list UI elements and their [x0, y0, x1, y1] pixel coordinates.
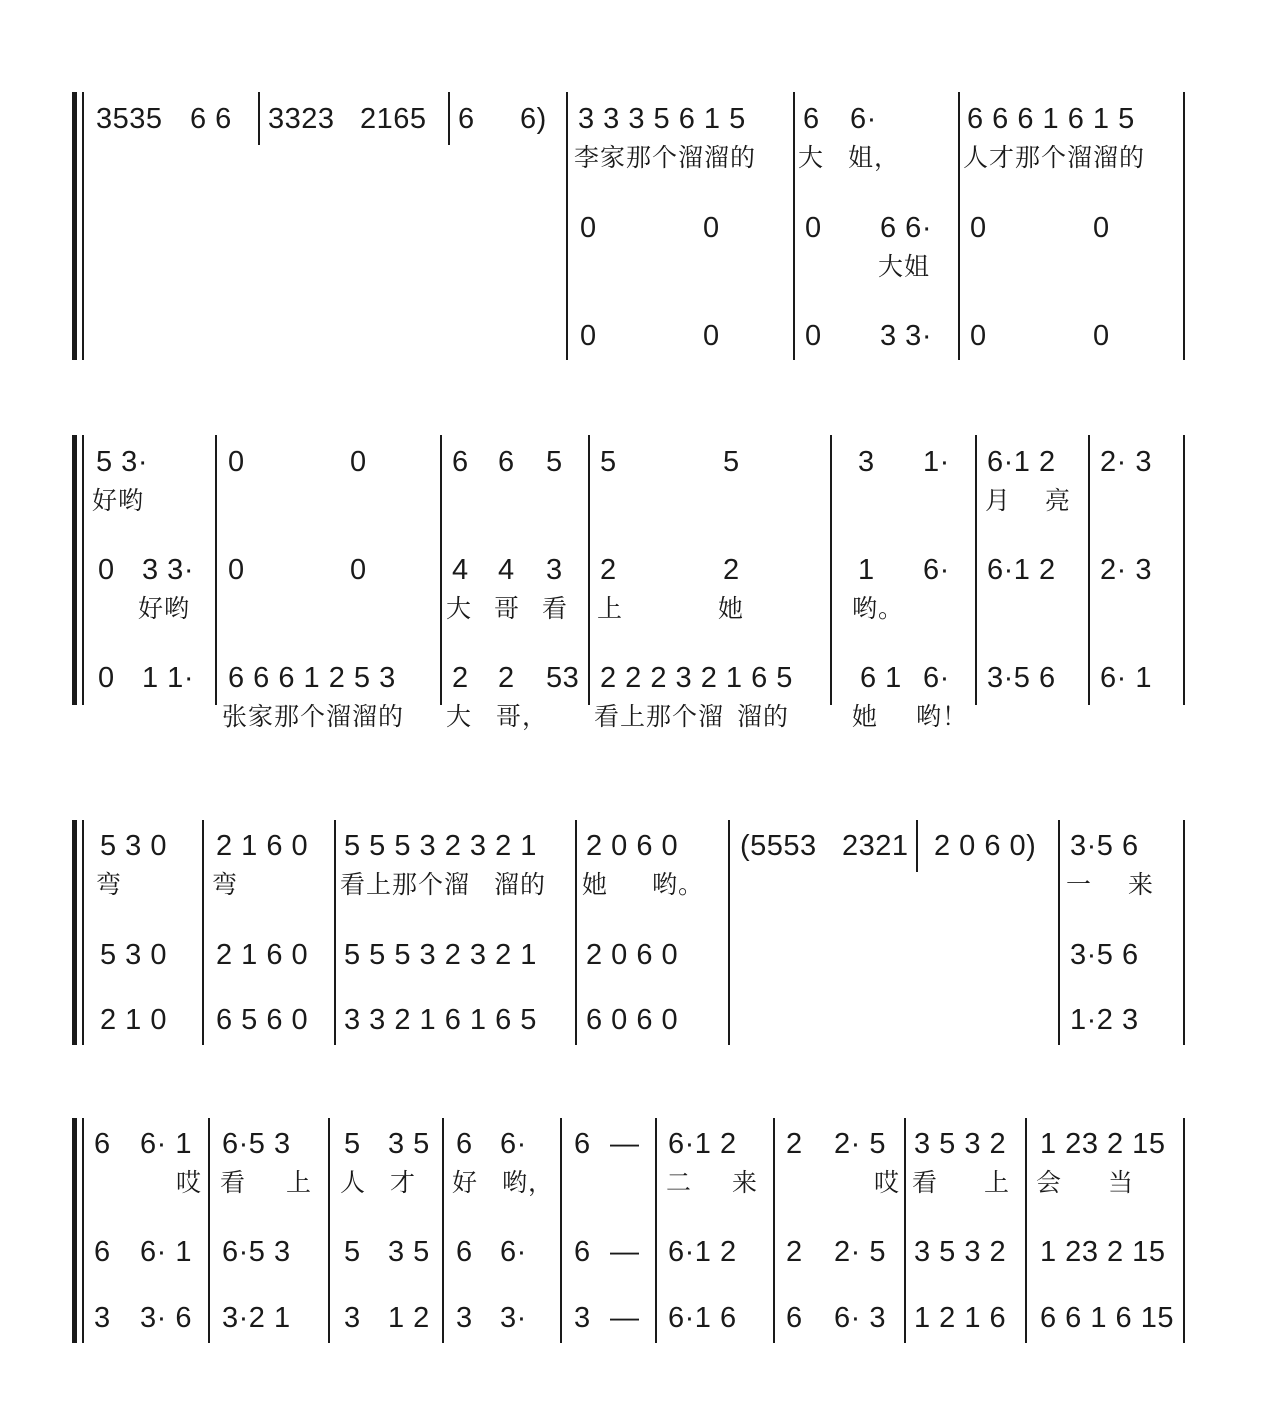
system-barline-start	[82, 92, 84, 360]
note-group: 3·2 1	[222, 1302, 291, 1334]
note-group: 6 6 6 1 6 1 5	[967, 103, 1135, 135]
system-barline-start	[82, 435, 84, 705]
note-group: 1·	[923, 446, 950, 478]
lyric: 大	[446, 702, 473, 731]
note-group: 0	[970, 320, 987, 352]
note-group: 3·5 6	[1070, 830, 1139, 862]
note-group: 4	[498, 554, 515, 586]
note-group: 2· 3	[1100, 554, 1152, 586]
barline	[334, 820, 336, 1045]
note-group: 3 3·	[880, 320, 932, 352]
note-group: 2· 5	[834, 1236, 886, 1268]
note-group: 3	[344, 1302, 361, 1334]
note-group: 6	[94, 1236, 111, 1268]
lyric: 人才那个溜溜的	[963, 143, 1146, 172]
note-group: 3323	[268, 103, 335, 135]
note-group: 0	[98, 662, 115, 694]
lyric: 才	[390, 1168, 417, 1197]
lyric: 哟。	[852, 594, 905, 623]
lyric: 看	[220, 1168, 247, 1197]
barline	[258, 92, 260, 145]
barline	[448, 92, 450, 145]
lyric: 一	[1066, 870, 1093, 899]
system-barline-start	[82, 820, 84, 1045]
barline	[202, 820, 204, 1045]
note-group: 6·1 2	[987, 554, 1056, 586]
lyric: 大	[446, 594, 473, 623]
barline	[830, 435, 832, 705]
note-group: 5	[344, 1236, 361, 1268]
note-group: 6	[456, 1128, 473, 1160]
lyric: 姐，	[848, 143, 901, 172]
note-group: 0	[805, 212, 822, 244]
barline	[566, 92, 568, 360]
note-group: 0	[228, 446, 245, 478]
note-group: 3 5	[388, 1128, 430, 1160]
note-group: 3 5 3 2	[914, 1128, 1007, 1160]
note-group: 2 1 6 0	[216, 939, 309, 971]
lyric: 她	[718, 594, 745, 623]
system-bracket	[72, 820, 77, 1045]
lyric: 来	[732, 1168, 759, 1197]
note-group: 1·2 3	[1070, 1004, 1139, 1036]
note-group: 3·	[500, 1302, 527, 1334]
barline	[588, 435, 590, 705]
system-bracket	[72, 92, 77, 360]
lyric: 哟。	[652, 870, 705, 899]
note-group: 6	[574, 1128, 591, 1160]
note-group: 5 3 0	[100, 830, 167, 862]
lyric: 哟，	[502, 1168, 555, 1197]
note-group: 2 0 6 0	[586, 830, 679, 862]
lyric: 亮	[1045, 486, 1072, 515]
lyric: 好	[452, 1168, 479, 1197]
barline	[208, 1118, 210, 1343]
note-group: 53	[546, 662, 580, 694]
note-group: 2	[723, 554, 740, 586]
note-group: 6	[458, 103, 475, 135]
barline	[442, 1118, 444, 1343]
system-barline-start	[82, 1118, 84, 1343]
note-group: 2 2 2 3 2 1 6 5	[600, 662, 793, 694]
note-group: 6	[786, 1302, 803, 1334]
system-bracket	[72, 1118, 77, 1343]
note-group: 6·1 2	[668, 1236, 737, 1268]
note-group: 3 3 3 5 6 1 5	[578, 103, 746, 135]
note-group: —	[610, 1302, 640, 1334]
note-group: 2 0 6 0)	[934, 830, 1037, 862]
barline	[975, 435, 977, 705]
lyric: 看上那个溜	[594, 702, 725, 731]
barline	[1183, 92, 1185, 360]
note-group: 6· 3	[834, 1302, 886, 1334]
lyric: 好哟	[92, 486, 145, 515]
barline	[773, 1118, 775, 1343]
note-group: 3	[546, 554, 563, 586]
lyric: 哟！	[916, 702, 969, 731]
note-group: 3 5 3 2	[914, 1236, 1007, 1268]
note-group: 6·1 2	[668, 1128, 737, 1160]
note-group: 2 1 6 0	[216, 830, 309, 862]
lyric: 她	[582, 870, 609, 899]
barline	[215, 435, 217, 705]
note-group: 5	[723, 446, 740, 478]
note-group: 0	[580, 320, 597, 352]
barline	[1088, 435, 1090, 705]
barline	[655, 1118, 657, 1343]
note-group: 6	[94, 1128, 111, 1160]
note-group: 2 1 0	[100, 1004, 167, 1036]
barline	[793, 92, 795, 360]
lyric: 上	[984, 1168, 1011, 1197]
note-group: 2165	[360, 103, 427, 135]
lyric: 李家那个溜溜的	[574, 143, 757, 172]
note-group: 2	[452, 662, 469, 694]
lyric: 人	[340, 1168, 367, 1197]
note-group: 6·5 3	[222, 1128, 291, 1160]
system-bracket	[72, 435, 77, 705]
note-group: 6 6·	[880, 212, 932, 244]
lyric: 二	[666, 1168, 693, 1197]
barline	[560, 1118, 562, 1343]
note-group: 3·5 6	[987, 662, 1056, 694]
note-group: 6 6 6 1 2 5 3	[228, 662, 396, 694]
note-group: 6·	[850, 103, 877, 135]
note-group: 6 5 6 0	[216, 1004, 309, 1036]
lyric: 大	[798, 143, 825, 172]
note-group: 6 6 1 6 15	[1040, 1302, 1174, 1334]
note-group: 6· 1	[1100, 662, 1152, 694]
note-group: 0	[1093, 212, 1110, 244]
note-group: 2	[498, 662, 515, 694]
note-group: 5 3 0	[100, 939, 167, 971]
lyric: 看上那个溜	[340, 870, 471, 899]
note-group: 3 5	[388, 1236, 430, 1268]
note-group: 3535	[96, 103, 163, 135]
note-group: 3	[456, 1302, 473, 1334]
note-group: 1 1·	[142, 662, 194, 694]
note-group: 1	[858, 554, 875, 586]
barline	[916, 820, 918, 872]
barline	[328, 1118, 330, 1343]
note-group: 6	[456, 1236, 473, 1268]
note-group: (5553	[740, 830, 817, 862]
note-group: 6·	[923, 554, 950, 586]
note-group: 0	[970, 212, 987, 244]
note-group: 0	[580, 212, 597, 244]
note-group: 1 23 2 15	[1040, 1128, 1166, 1160]
note-group: 6· 1	[140, 1236, 192, 1268]
barline	[904, 1118, 906, 1343]
note-group: 4	[452, 554, 469, 586]
note-group: 6·	[500, 1236, 527, 1268]
lyric: 哎	[874, 1168, 901, 1197]
barline	[1183, 820, 1185, 1045]
note-group: —	[610, 1128, 640, 1160]
lyric: 溜的	[737, 702, 790, 731]
note-group: 6	[498, 446, 515, 478]
note-group: 3 3 2 1 6 1 6 5	[344, 1004, 537, 1036]
note-group: 3	[858, 446, 875, 478]
note-group: 0	[703, 320, 720, 352]
note-group: 3· 6	[140, 1302, 192, 1334]
note-group: 3·5 6	[1070, 939, 1139, 971]
note-group: 5	[546, 446, 563, 478]
note-group: 0	[1093, 320, 1110, 352]
barline	[440, 435, 442, 705]
lyric: 她	[852, 702, 879, 731]
barline	[575, 820, 577, 1045]
note-group: 6 6	[190, 103, 232, 135]
note-group: 6·1 6	[668, 1302, 737, 1334]
barline	[1183, 435, 1185, 705]
note-group: 3 3·	[142, 554, 194, 586]
note-group: 0	[228, 554, 245, 586]
note-group: 2 0 6 0	[586, 939, 679, 971]
note-group: 6·5 3	[222, 1236, 291, 1268]
note-group: 6	[803, 103, 820, 135]
note-group: 6·	[923, 662, 950, 694]
lyric: 月	[985, 486, 1012, 515]
note-group: 3	[94, 1302, 111, 1334]
note-group: 2	[600, 554, 617, 586]
note-group: 6	[574, 1236, 591, 1268]
note-group: 2· 5	[834, 1128, 886, 1160]
note-group: 2· 3	[1100, 446, 1152, 478]
barline	[1183, 1118, 1185, 1343]
lyric: 哥，	[496, 702, 549, 731]
lyric: 来	[1128, 870, 1155, 899]
note-group: 5	[344, 1128, 361, 1160]
barline	[728, 820, 730, 1045]
note-group: 3	[574, 1302, 591, 1334]
note-group: 6·1 2	[987, 446, 1056, 478]
lyric: 溜的	[494, 870, 547, 899]
lyric: 弯	[212, 870, 239, 899]
note-group: 6· 1	[140, 1128, 192, 1160]
barline	[1058, 820, 1060, 1045]
note-group: 2	[786, 1236, 803, 1268]
note-group: 0	[805, 320, 822, 352]
note-group: 1 23 2 15	[1040, 1236, 1166, 1268]
note-group: 5 3·	[96, 446, 148, 478]
barline	[1025, 1118, 1027, 1343]
note-group: 1 2 1 6	[914, 1302, 1007, 1334]
lyric: 哥	[494, 594, 521, 623]
note-group: 5 5 5 3 2 3 2 1	[344, 939, 537, 971]
lyric: 会	[1036, 1168, 1063, 1197]
note-group: 1 2	[388, 1302, 430, 1334]
note-group: 0	[703, 212, 720, 244]
note-group: 0	[350, 554, 367, 586]
note-group: —	[610, 1236, 640, 1268]
lyric: 哎	[176, 1168, 203, 1197]
note-group: 2321	[842, 830, 909, 862]
lyric: 弯	[96, 870, 123, 899]
lyric: 上	[597, 594, 624, 623]
lyric: 当	[1108, 1168, 1135, 1197]
note-group: 2	[786, 1128, 803, 1160]
note-group: 5 5 5 3 2 3 2 1	[344, 830, 537, 862]
note-group: 0	[350, 446, 367, 478]
note-group: 6)	[520, 103, 547, 135]
barline	[958, 92, 960, 360]
lyric: 好哟	[138, 594, 191, 623]
lyric: 大姐	[878, 252, 931, 281]
lyric: 上	[286, 1168, 313, 1197]
lyric: 看	[912, 1168, 939, 1197]
note-group: 6 0 6 0	[586, 1004, 679, 1036]
note-group: 6 1	[860, 662, 902, 694]
lyric: 张家那个溜溜的	[222, 702, 405, 731]
note-group: 0	[98, 554, 115, 586]
note-group: 6·	[500, 1128, 527, 1160]
lyric: 看	[542, 594, 569, 623]
note-group: 6	[452, 446, 469, 478]
note-group: 5	[600, 446, 617, 478]
